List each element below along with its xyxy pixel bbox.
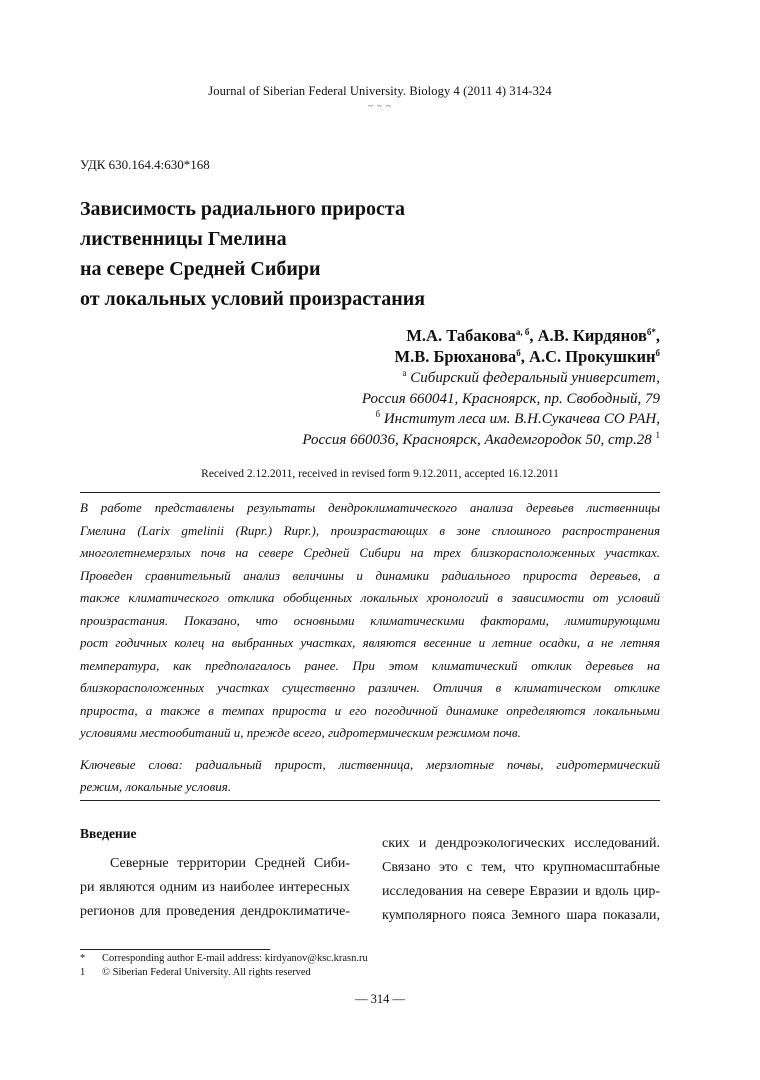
author-name: М.В. Брюханова xyxy=(394,347,517,366)
footnote-mark: 1 xyxy=(80,967,86,978)
author-list xyxy=(395,325,661,367)
keywords xyxy=(80,754,660,798)
affiliation-mark: б xyxy=(516,348,521,358)
body-line: Связано это с тем, что крупномасштабные xyxy=(382,860,660,875)
abstract-line: рост годичных колец на выбранных участках, являются весенние и летние осадки, а не летняя xyxy=(80,635,660,650)
footnote-rule xyxy=(80,949,270,950)
intro-left-column xyxy=(80,824,350,924)
title-line: лиственницы Гмелина xyxy=(80,228,287,250)
footnote-text: Corresponding author E-mail address: kirdyanov@ksc.krasn.ru xyxy=(102,953,368,964)
abstract-line: близкорасположенных участках существенно различен. Отличия в климатическом отклике xyxy=(80,680,660,695)
affiliation-line: $^а$ Сибирский федеральный университет, xyxy=(402,368,660,386)
footnote xyxy=(80,952,660,966)
abstract-line: Гмелина (Larix gmelinii (Rupr.) Rupr.), произрастающих в зоне сплошного распространения xyxy=(80,522,660,538)
body-line: ских и дендроэкологических исследований. xyxy=(382,836,660,851)
abstract xyxy=(80,497,660,745)
footnote-mark: * xyxy=(80,953,86,964)
footnotes xyxy=(80,952,660,980)
section-heading: Введение xyxy=(80,826,137,841)
affiliations xyxy=(302,368,660,450)
author-line xyxy=(395,325,661,346)
title-line: от локальных условий произрастания xyxy=(80,288,426,310)
title-line: Зависимость радиального прироста xyxy=(80,198,405,220)
article-title xyxy=(80,194,680,314)
journal-header: Journal of Siberian Federal University. Biology 4 (2011 4) 314-324 xyxy=(208,84,552,98)
author-line xyxy=(395,346,661,367)
body-line: регионов для проведения дендроклиматиче- xyxy=(80,904,350,919)
keywords-line: Ключевые слова: радиальный прирост, лиственница, мерзлотные почвы, гидротермический xyxy=(80,757,660,772)
intro-right-column xyxy=(382,832,660,928)
author-name: А.С. Прокушкин xyxy=(529,347,656,366)
body-line: кумполярного пояса Земного шара показали, xyxy=(382,908,660,923)
affiliation-mark: б* xyxy=(646,327,656,337)
author-separator: , xyxy=(520,347,530,366)
affiliation-mark: б xyxy=(375,409,381,419)
affiliation-line: Россия 660036, Красноярск, Академгородок 50, стр.28 $^1$ xyxy=(302,429,660,448)
affiliation-line: Россия 660041, Красноярск, пр. Свободный, 79 xyxy=(361,390,660,407)
abstract-line: произрастания. Показано, что основными климатическими факторами, лимитирующими xyxy=(80,612,660,628)
author-separator: , xyxy=(529,326,538,345)
body-line: исследования на севере Евразии и вдоль цир- xyxy=(382,884,660,899)
keywords-line: режим, локальные условия. xyxy=(80,779,232,794)
footnote-mark: 1 xyxy=(655,429,660,440)
abstract-line: многолетнемерзлых почв на севере Средней Сибири на трех близкорасположенных участках. xyxy=(80,545,660,560)
author-name: А.В. Кирдянов xyxy=(537,326,647,345)
footnote xyxy=(80,966,660,980)
received-dates: Received 2.12.2011, received in revised form 9.12.2011, accepted 16.12.2011 xyxy=(201,468,559,480)
abstract-line: Проведен сравнительный анализ величины и динамики радиального прироста деревьев, а xyxy=(80,567,660,583)
page-number: — 314 — xyxy=(355,992,405,1006)
author-separator: , xyxy=(655,326,660,345)
affiliation-line: $^б$ Институт леса им. В.Н.Сукачева СО РАН, xyxy=(375,409,660,427)
abstract-bottom-rule xyxy=(80,800,660,801)
title-line: на севере Средней Сибири xyxy=(80,258,321,280)
abstract-line: также климатического отклика обобщенных локальных хронологий в зависимости от условий xyxy=(80,590,660,605)
header-ornament: ~ ~ ~ xyxy=(367,101,393,111)
body-line: ри являются одним из наиболее интересных xyxy=(80,880,350,895)
author-name: М.А. Табакова xyxy=(406,326,516,345)
affiliation-mark: а, б xyxy=(515,327,530,337)
abstract-line: прироста, а также в темпах прироста и его погодичной динамике определяются локальными xyxy=(80,702,660,718)
affiliation-mark: а xyxy=(402,368,407,378)
footnote-text: © Siberian Federal University. All rights reserved xyxy=(102,967,311,978)
abstract-line: условиями местообитаний и, прежде всего, гидротермическим режимом почв. xyxy=(80,725,521,740)
body-line: Северные территории Средней Сиби- xyxy=(110,856,350,871)
abstract-line: В работе представлены результаты дендроклиматического анализа деревьев лиственницы xyxy=(80,500,660,515)
abstract-top-rule xyxy=(80,492,660,493)
udk-code: УДК 630.164.4:630*168 xyxy=(80,157,210,172)
abstract-line: температура, как предполагалось ранее. При этом климатический отклик деревьев на xyxy=(80,657,660,673)
affiliation-mark: б xyxy=(655,348,660,358)
